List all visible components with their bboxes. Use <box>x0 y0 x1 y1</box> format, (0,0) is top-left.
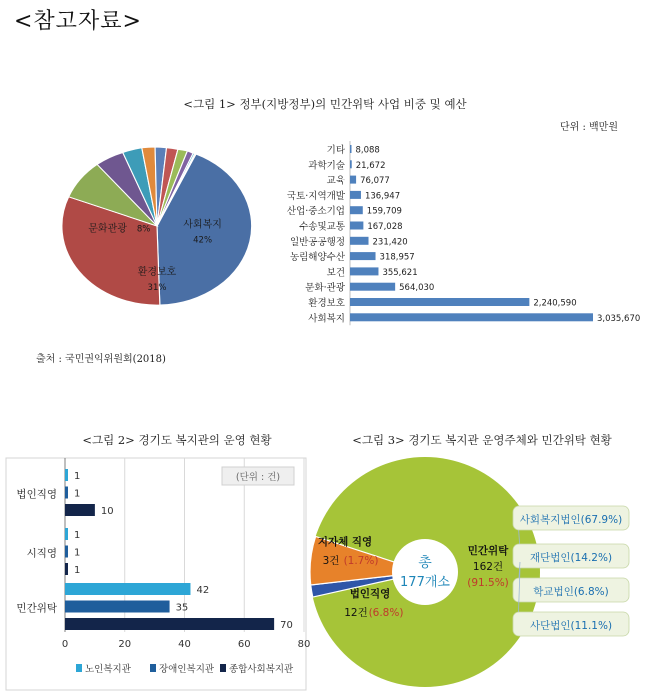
bar2-category-label: 법인직영 <box>16 488 57 501</box>
bar2-bar <box>65 618 274 630</box>
pie3-slice-percent: (1.7%) <box>343 555 379 567</box>
pie3-slice-percent: (91.5%) <box>467 577 509 589</box>
bar2-xtick-label: 20 <box>118 639 132 650</box>
bar2-xtick-label: 40 <box>178 639 191 650</box>
bar1-value-label: 136,947 <box>364 191 401 202</box>
pie3-donut-hole <box>392 539 458 605</box>
bar2-value-label: 10 <box>100 506 114 517</box>
bar1-category-label: 보건 <box>326 267 345 279</box>
pie3-breakdown-label: 재단법인(14.2%) <box>529 552 613 564</box>
bar2-value-label: 1 <box>73 471 81 482</box>
bar1-bar <box>350 313 593 321</box>
figure1-pie-chart <box>62 147 252 305</box>
bar2-bar <box>65 504 95 516</box>
bar2-bar <box>65 469 68 481</box>
bar2-legend-label: 노인복지관 <box>85 664 131 675</box>
bar2-category-label: 민간위탁 <box>16 602 57 615</box>
bar2-bar <box>65 583 190 595</box>
bar1-value-label: 318,957 <box>379 252 415 263</box>
bar2-xtick-label: 60 <box>237 639 251 650</box>
pie3-center-count-label: 177개소 <box>400 575 450 590</box>
bar1-value-label: 8,088 <box>355 145 380 156</box>
bar1-category-label: 국토·지역개발 <box>286 190 345 202</box>
pie1-slice-label: 사회복지 <box>183 219 222 231</box>
figure2-title: <그림 2> 경기도 복지관의 운영 현황 <box>82 433 272 447</box>
bar1-value-label: 564,030 <box>399 283 435 294</box>
bar1-category-label: 교육 <box>326 175 345 187</box>
bar2-value-label: 1 <box>73 530 81 541</box>
bar1-category-label: 기타 <box>326 145 345 156</box>
bar1-category-label: 사회복지 <box>308 313 345 325</box>
bar1-bar <box>350 252 376 260</box>
source-note: 출처 : 국민권익위원회(2018) <box>36 354 166 365</box>
bar2-unit-label: (단위 : 건) <box>235 472 281 483</box>
bar1-bar <box>350 176 356 184</box>
bar1-bar <box>350 191 361 199</box>
pie3-slice-percent: (6.8%) <box>368 607 404 619</box>
pie3-breakdown-label: 사회복지법인(67.9%) <box>519 514 623 526</box>
bar2-bar <box>65 546 68 558</box>
pie3-breakdown-label: 학교법인(6.8%) <box>533 586 609 598</box>
figure1-title: <그림 1> 정부(지방정부)의 민간위탁 사업 비중 및 예산 <box>183 97 467 111</box>
bar1-bar <box>350 283 395 291</box>
bar1-value-label: 76,077 <box>360 176 390 187</box>
bar1-bar <box>350 145 352 153</box>
bar1-value-label: 167,028 <box>367 222 403 232</box>
pie3-slice-label: 법인직영 <box>349 588 391 600</box>
bar1-value-label: 355,621 <box>382 267 418 278</box>
bar1-category-label: 환경보호 <box>308 298 345 309</box>
page-title: <참고자료> <box>14 9 142 34</box>
bar1-category-label: 산업·중소기업 <box>286 206 345 218</box>
bar2-bar <box>65 528 68 540</box>
bar2-xtick-label: 0 <box>61 639 69 650</box>
bar1-category-label: 수송및교통 <box>299 221 345 233</box>
pie3-slice-label: 민간위탁 <box>467 545 509 557</box>
figure1-unit: 단위 : 백만원 <box>559 122 618 133</box>
bar2-legend-swatch <box>150 664 156 672</box>
bar2-category-label: 시직영 <box>26 547 57 560</box>
pie1-percent-label: 31% <box>147 282 167 293</box>
bar2-legend-swatch <box>76 664 82 672</box>
bar1-value-label: 3,035,670 <box>597 313 641 324</box>
bar2-bar <box>65 487 68 499</box>
bar2-legend-label: 종합사회복지관 <box>229 664 294 675</box>
pie3-slice-count: 3건 <box>322 555 340 567</box>
bar1-category-label: 일반공공행정 <box>289 236 345 248</box>
bar1-category-label: 농림해양수산 <box>289 252 345 264</box>
pie3-center-total-label: 총 <box>418 555 432 571</box>
bar1-value-label: 2,240,590 <box>533 298 577 309</box>
bar2-value-label: 1 <box>73 565 81 576</box>
bar2-xtick-label: 80 <box>297 639 311 650</box>
pie1-percent-label: 42% <box>193 235 213 246</box>
bar1-bar <box>350 267 378 275</box>
pie3-slice-count: 12건 <box>344 607 368 619</box>
bar2-value-label: 42 <box>196 585 210 596</box>
bar2-legend-swatch <box>220 664 226 672</box>
bar1-value-label: 159,709 <box>366 206 402 217</box>
bar1-category-label: 과학기술 <box>308 160 345 172</box>
bar1-bar <box>350 298 529 306</box>
figure2-bar-chart <box>6 458 310 690</box>
pie3-breakdown-label: 사단법인(11.1%) <box>529 620 613 632</box>
bar1-category-label: 문화·관광 <box>305 282 345 294</box>
pie1-percent-label: 8% <box>136 224 151 235</box>
bar2-value-label: 70 <box>280 620 293 631</box>
bar2-value-label: 1 <box>73 547 81 559</box>
bar1-value-label: 231,420 <box>372 237 408 248</box>
bar2-bar <box>65 563 68 575</box>
pie3-slice-label: 지자체 직영 <box>317 536 373 548</box>
figure3-title: <그림 3> 경기도 복지관 운영주체와 민간위탁 현황 <box>352 433 612 447</box>
bar1-bar <box>350 206 363 214</box>
bar2-bar <box>65 601 170 613</box>
figure3-donut-chart <box>310 457 640 690</box>
pie3-slice-count: 162건 <box>472 561 504 573</box>
pie1-slice-label: 문화관광 <box>88 223 127 235</box>
bar2-value-label: 35 <box>175 602 189 614</box>
bar2-legend-label: 장애인복지관 <box>159 664 215 675</box>
bar1-bar <box>350 222 363 230</box>
pie1-slice-label: 환경보호 <box>137 266 177 278</box>
bar1-value-label: 21,672 <box>355 160 386 171</box>
bar2-value-label: 1 <box>73 488 81 500</box>
bar1-bar <box>350 160 352 168</box>
figure1-bar-chart <box>287 141 640 325</box>
bar1-bar <box>350 237 369 245</box>
